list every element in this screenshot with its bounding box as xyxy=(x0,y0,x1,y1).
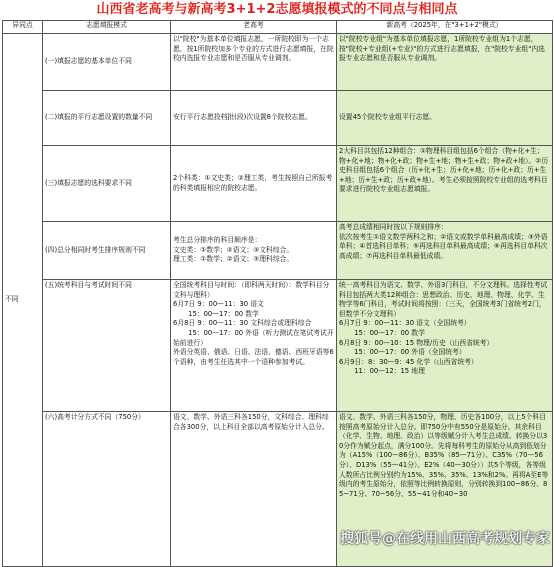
table-row xyxy=(3,146,553,222)
table-row xyxy=(3,280,553,412)
table-row xyxy=(3,222,553,280)
row-new: 语文、数学、外语三科各150分，物理、历史各100分，以上5个科目按照高考原始分计入总分。即750分中有550分是原始分。其余科目（化学、生物、地理、政治）以等级赋分计入考生总成绩。转换分以30分作为赋分起点，满分100分。先将每科考生的原始分从高到低划分为（A15%（100—86分）、B35%（85—71分）、C35%（70—56分）、D13%（55—41分）、E2%（40—30分））共5个等级，各等级人数所占比例分别约为15%、35%、35%、13%和2%。再将A至E等级内的考生原始分，依照等比例转换原则，分别转换到100~86分、85~71分、70~56分、55~41分和40~30 xyxy=(337,412,553,567)
row-new: 统一高考科目为语文、数学、外语3门科目，不分文理科。选择性考试科目包括两大类12种组合：思想政治、历史、地理、物理、化学、生物学等6门科目，考试时间将按照：（三天，全国统考3门省统考2门，但数学不分文理科） 6月7日 9：00—11：30 语文（全国统考） 15：00—17：00 数学 6月8日 9：00—10：15 物理/历史（山西省统考） 15：00—17：00 外语（全国统考） 6月9日：8：30—9：45 化学（山西省统考） 11：00—12：15 地理 xyxy=(337,280,553,412)
diff-label: 不同 xyxy=(3,34,43,567)
row-new: 高考总成绩相同时按以下规则排序： 依次按考生①语文数学两科之和；②语文或数学单科最高成绩；③外语单科；④首选科目单科；⑤再选科目单科最高成绩；⑥再选科目单科次高成绩；⑦再选科目单科最低成绩。 xyxy=(337,222,553,280)
page-title: 山西省老高考与新高考3+1+2志愿填报模式的不同点与相同点 xyxy=(96,2,458,17)
header-mode: 志愿填报模式 xyxy=(43,21,171,34)
row-old: 2个科类：①文史类；②理工类，考生按照自己所报考的科类填报相应的院校志愿。 xyxy=(171,146,337,222)
row-new: 以"院校专业组"为基本单位填报志愿，1所院校专业组为1个志愿，按"院校+专业组(+专业)"的方式进行志愿填报，在"院校专业组"内选报专业志愿和是否服从专业调剂。 xyxy=(337,34,553,91)
row-old: 以"院校"为基本单位填报志愿，一所院校即为一个志愿，按1所院校加多个专业的方式进行志愿填报，在院校内选报专业志愿和是否服从专业调剂。 xyxy=(171,34,337,91)
comparison-table xyxy=(2,20,553,567)
row-old: 考生总分排序的科目顺序是： 文史类：①数学；②语文；③文科综合。 理工类：①数学；②语文；③理科综合。 xyxy=(171,222,337,280)
row-mode: (五)统考科目与考试时间不同 xyxy=(43,280,171,412)
row-old: 安行平行志愿投档批(段)次设置8个院校志愿。 xyxy=(171,91,337,146)
watermark: 搜狐号@在线用山西高考规划专家 xyxy=(340,531,550,547)
row-new: 2大科目共包括12种组合：①物理科目组包括6个组合（物+化+生；物+化+地；物+化+政；物+生+地；物+生+政；物+政+地）。②历史科目组包括6个组合（历+化+生；历+化+地；历+化+政；历+生+地；历+生+政；历+政+地）。考生必须按照院校专业组的选考科目要求进行院校专业组志愿填报。 xyxy=(337,146,553,222)
table-row xyxy=(3,34,553,91)
header-new: 新高考（2025年，在"3+1+2"模式） xyxy=(337,21,553,34)
row-mode: (一)填报志愿的基本单位不同 xyxy=(43,34,171,91)
row-old: 全国统考科目与时间：（即科两天时间）：数学科目分文科与理科） 6月7日 9：00—11：30 语文 15：00—17：00 数学 6月8日 9：00—11：30 文科综合或理科综合 15：00—17：00 外语（听力测试在笔试考试开始前进行） 外语分英语、俄语、日语、法语、德语、西班牙语等6个语种，由考生任选其中一个语种参加考试。 xyxy=(171,280,337,412)
table-row xyxy=(3,91,553,146)
header-old: 老高考 xyxy=(171,21,337,34)
row-mode: (二)填报的平行志愿设置的数量不同 xyxy=(43,91,171,146)
row-mode: (四)总分相同时考生排序规则不同 xyxy=(43,222,171,280)
row-old: 语文、数学、外语三科各150分，文科综合、理科综合各300分，以上科目全部以高考原始分计入总分。 xyxy=(171,412,337,567)
header-diff: 异同点 xyxy=(3,21,43,34)
row-mode: (三)填报志愿的选科要求不同 xyxy=(43,146,171,222)
row-new: 设置45个院校专业组平行志愿。 xyxy=(337,91,553,146)
row-mode: (六)高考计分方式不同（750分） xyxy=(43,412,171,567)
table-header-row xyxy=(3,21,553,34)
